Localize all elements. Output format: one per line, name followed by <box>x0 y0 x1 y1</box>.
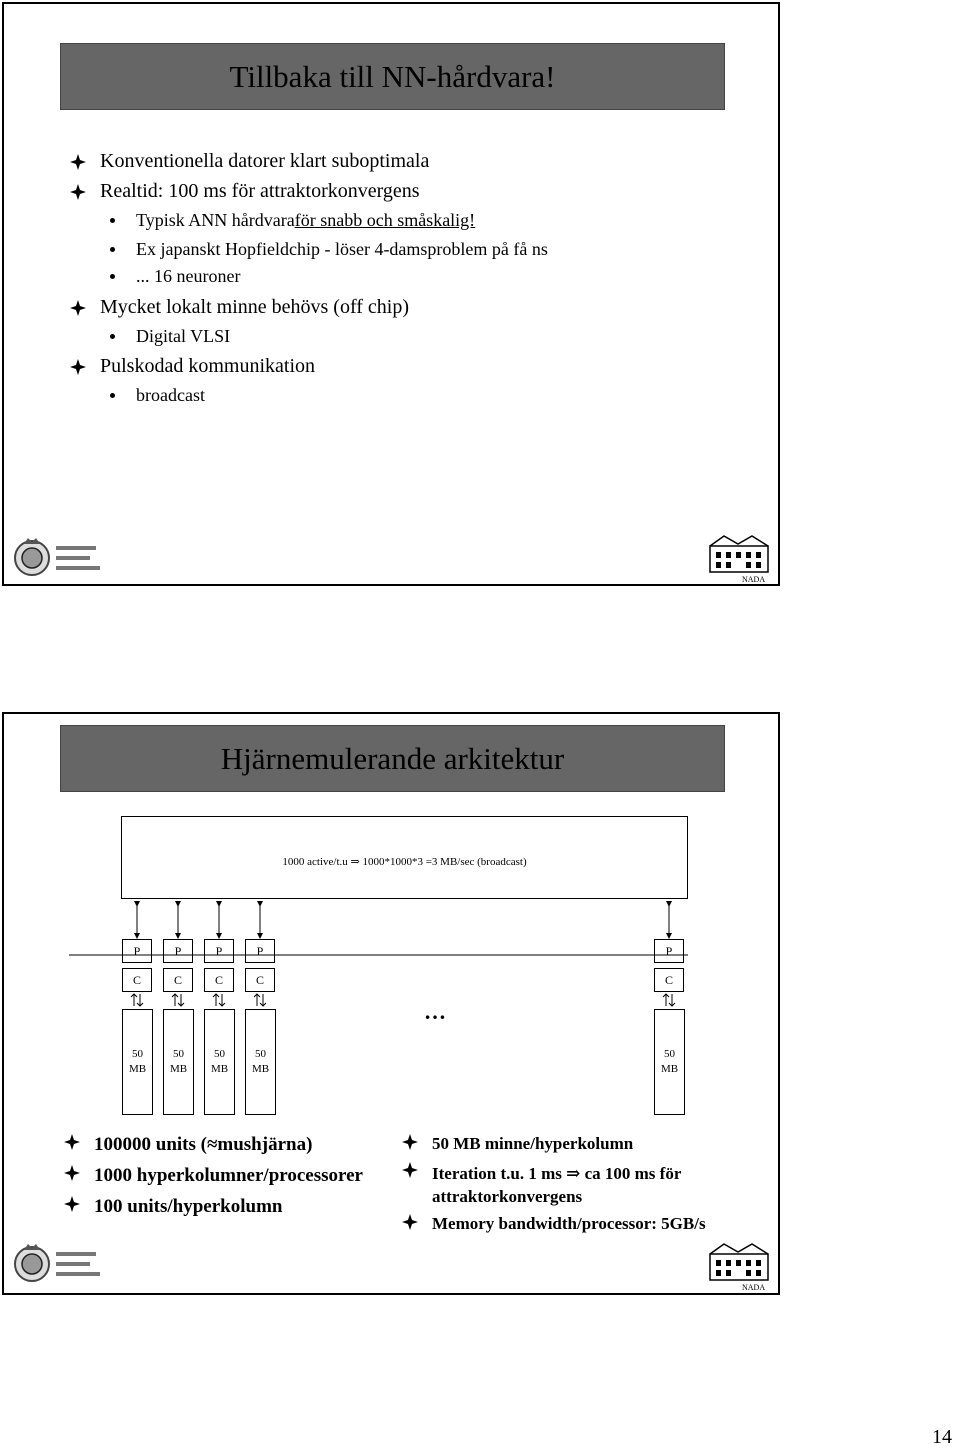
dot-bullet-icon <box>110 274 115 279</box>
memory-size: 50 <box>255 1048 266 1060</box>
cache-cell: C <box>122 968 152 992</box>
memory-size: 50 <box>132 1048 143 1060</box>
slide-1 <box>2 2 780 586</box>
bullet-text: Realtid: 100 ms för attraktorkonvergens <box>100 180 420 202</box>
bullet-text: Digital VLSI <box>136 326 231 346</box>
sub-bullet-item <box>110 326 230 347</box>
cache-cell: C <box>163 968 193 992</box>
kth-logo <box>12 1240 107 1286</box>
dot-bullet-icon <box>110 393 115 398</box>
diamond-bullet-icon <box>70 154 86 170</box>
bullet-text: Konventionella datorer klart suboptimala <box>100 150 430 172</box>
bus-label: 1000 active/t.u ⇒ 1000*1000*3 =3 MB/sec (broadcast) <box>282 856 527 868</box>
dot-bullet-icon <box>110 334 115 339</box>
processor-cell: P <box>654 939 684 963</box>
dot-bullet-icon <box>110 247 115 252</box>
bullet-text-continued: attraktorkonvergens <box>432 1187 583 1206</box>
processor-cell: P <box>122 939 152 963</box>
more-columns-ellipsis: … <box>424 999 446 1024</box>
kth-logo <box>12 534 107 580</box>
slide-2 <box>2 712 780 1295</box>
sub-bullet-item <box>110 239 548 260</box>
cache-cell: C <box>204 968 234 992</box>
nada-logo <box>704 1240 776 1292</box>
slide-1-title-bar <box>61 44 724 109</box>
sub-bullet-item <box>110 266 240 287</box>
sub-bullet-item <box>110 385 205 406</box>
bullet-text: 1000 hyperkolumner/processorer <box>94 1165 363 1186</box>
memory-block <box>204 1009 235 1115</box>
bullet-text: Memory bandwidth/processor: 5GB/s <box>432 1214 706 1233</box>
bullet-text: 100 units/hyperkolumn <box>94 1196 283 1217</box>
memory-size: 50 <box>173 1048 184 1060</box>
bullet-text-underlined: för snabb och småskalig! <box>294 210 476 230</box>
nada-caption: NADA <box>742 575 766 584</box>
bullet-text: Ex japanskt Hopfieldchip - löser 4-damsproblem på få ns <box>136 239 548 259</box>
processor-cell: P <box>204 939 234 963</box>
slide-2-title: Hjärnemulerande arkitektur <box>220 740 565 776</box>
bullet-item <box>402 1162 681 1208</box>
memory-block <box>245 1009 276 1115</box>
bullet-item <box>402 1134 633 1154</box>
bullet-item <box>70 180 420 203</box>
bullet-item <box>70 150 429 173</box>
diamond-bullet-icon <box>64 1196 80 1212</box>
bullet-item <box>64 1165 363 1187</box>
bullet-text: Iteration t.u. 1 ms ⇒ ca 100 ms för <box>432 1164 682 1183</box>
memory-unit: MB <box>251 1063 270 1075</box>
dot-bullet-icon <box>110 218 115 223</box>
bullet-text-part: Typisk ANN hårdvara <box>136 210 295 230</box>
diamond-bullet-icon <box>402 1162 418 1178</box>
bullet-text: broadcast <box>136 385 205 405</box>
memory-block <box>163 1009 194 1115</box>
bullet-text: 100000 units (≈mushjärna) <box>94 1134 313 1155</box>
memory-size: 50 <box>664 1048 675 1060</box>
bullet-item <box>70 296 409 319</box>
diamond-bullet-icon <box>402 1214 418 1230</box>
bullet-text: Pulskodad kommunikation <box>100 355 315 377</box>
diamond-bullet-icon <box>70 184 86 200</box>
memory-unit: MB <box>660 1063 679 1075</box>
diamond-bullet-icon <box>402 1134 418 1150</box>
diamond-bullet-icon <box>64 1165 80 1181</box>
cache-cell: C <box>654 968 684 992</box>
bullet-item <box>402 1214 706 1234</box>
bullet-text: ... 16 neuroner <box>136 266 241 286</box>
bullet-text-block <box>432 1162 681 1208</box>
nada-caption: NADA <box>742 1283 766 1292</box>
memory-block <box>122 1009 153 1115</box>
bullet-text: Mycket lokalt minne behövs (off chip) <box>100 296 410 318</box>
processor-cell: P <box>163 939 193 963</box>
nada-logo <box>704 532 776 584</box>
processor-cell: P <box>245 939 275 963</box>
diamond-bullet-icon <box>70 359 86 375</box>
cache-cell: C <box>245 968 275 992</box>
memory-size: 50 <box>214 1048 225 1060</box>
diamond-bullet-icon <box>64 1134 80 1150</box>
bullet-item <box>64 1134 312 1156</box>
diamond-bullet-icon <box>70 300 86 316</box>
sub-bullet-item <box>110 210 475 231</box>
bullet-text: 50 MB minne/hyperkolumn <box>432 1134 634 1153</box>
slide-1-title: Tillbaka till NN-hårdvara! <box>229 58 556 94</box>
memory-unit: MB <box>128 1063 147 1075</box>
bullet-item <box>70 355 315 378</box>
page-number: 14 <box>932 1426 952 1448</box>
memory-unit: MB <box>210 1063 229 1075</box>
memory-block <box>654 1009 685 1115</box>
memory-unit: MB <box>169 1063 188 1075</box>
bullet-item <box>64 1196 282 1218</box>
